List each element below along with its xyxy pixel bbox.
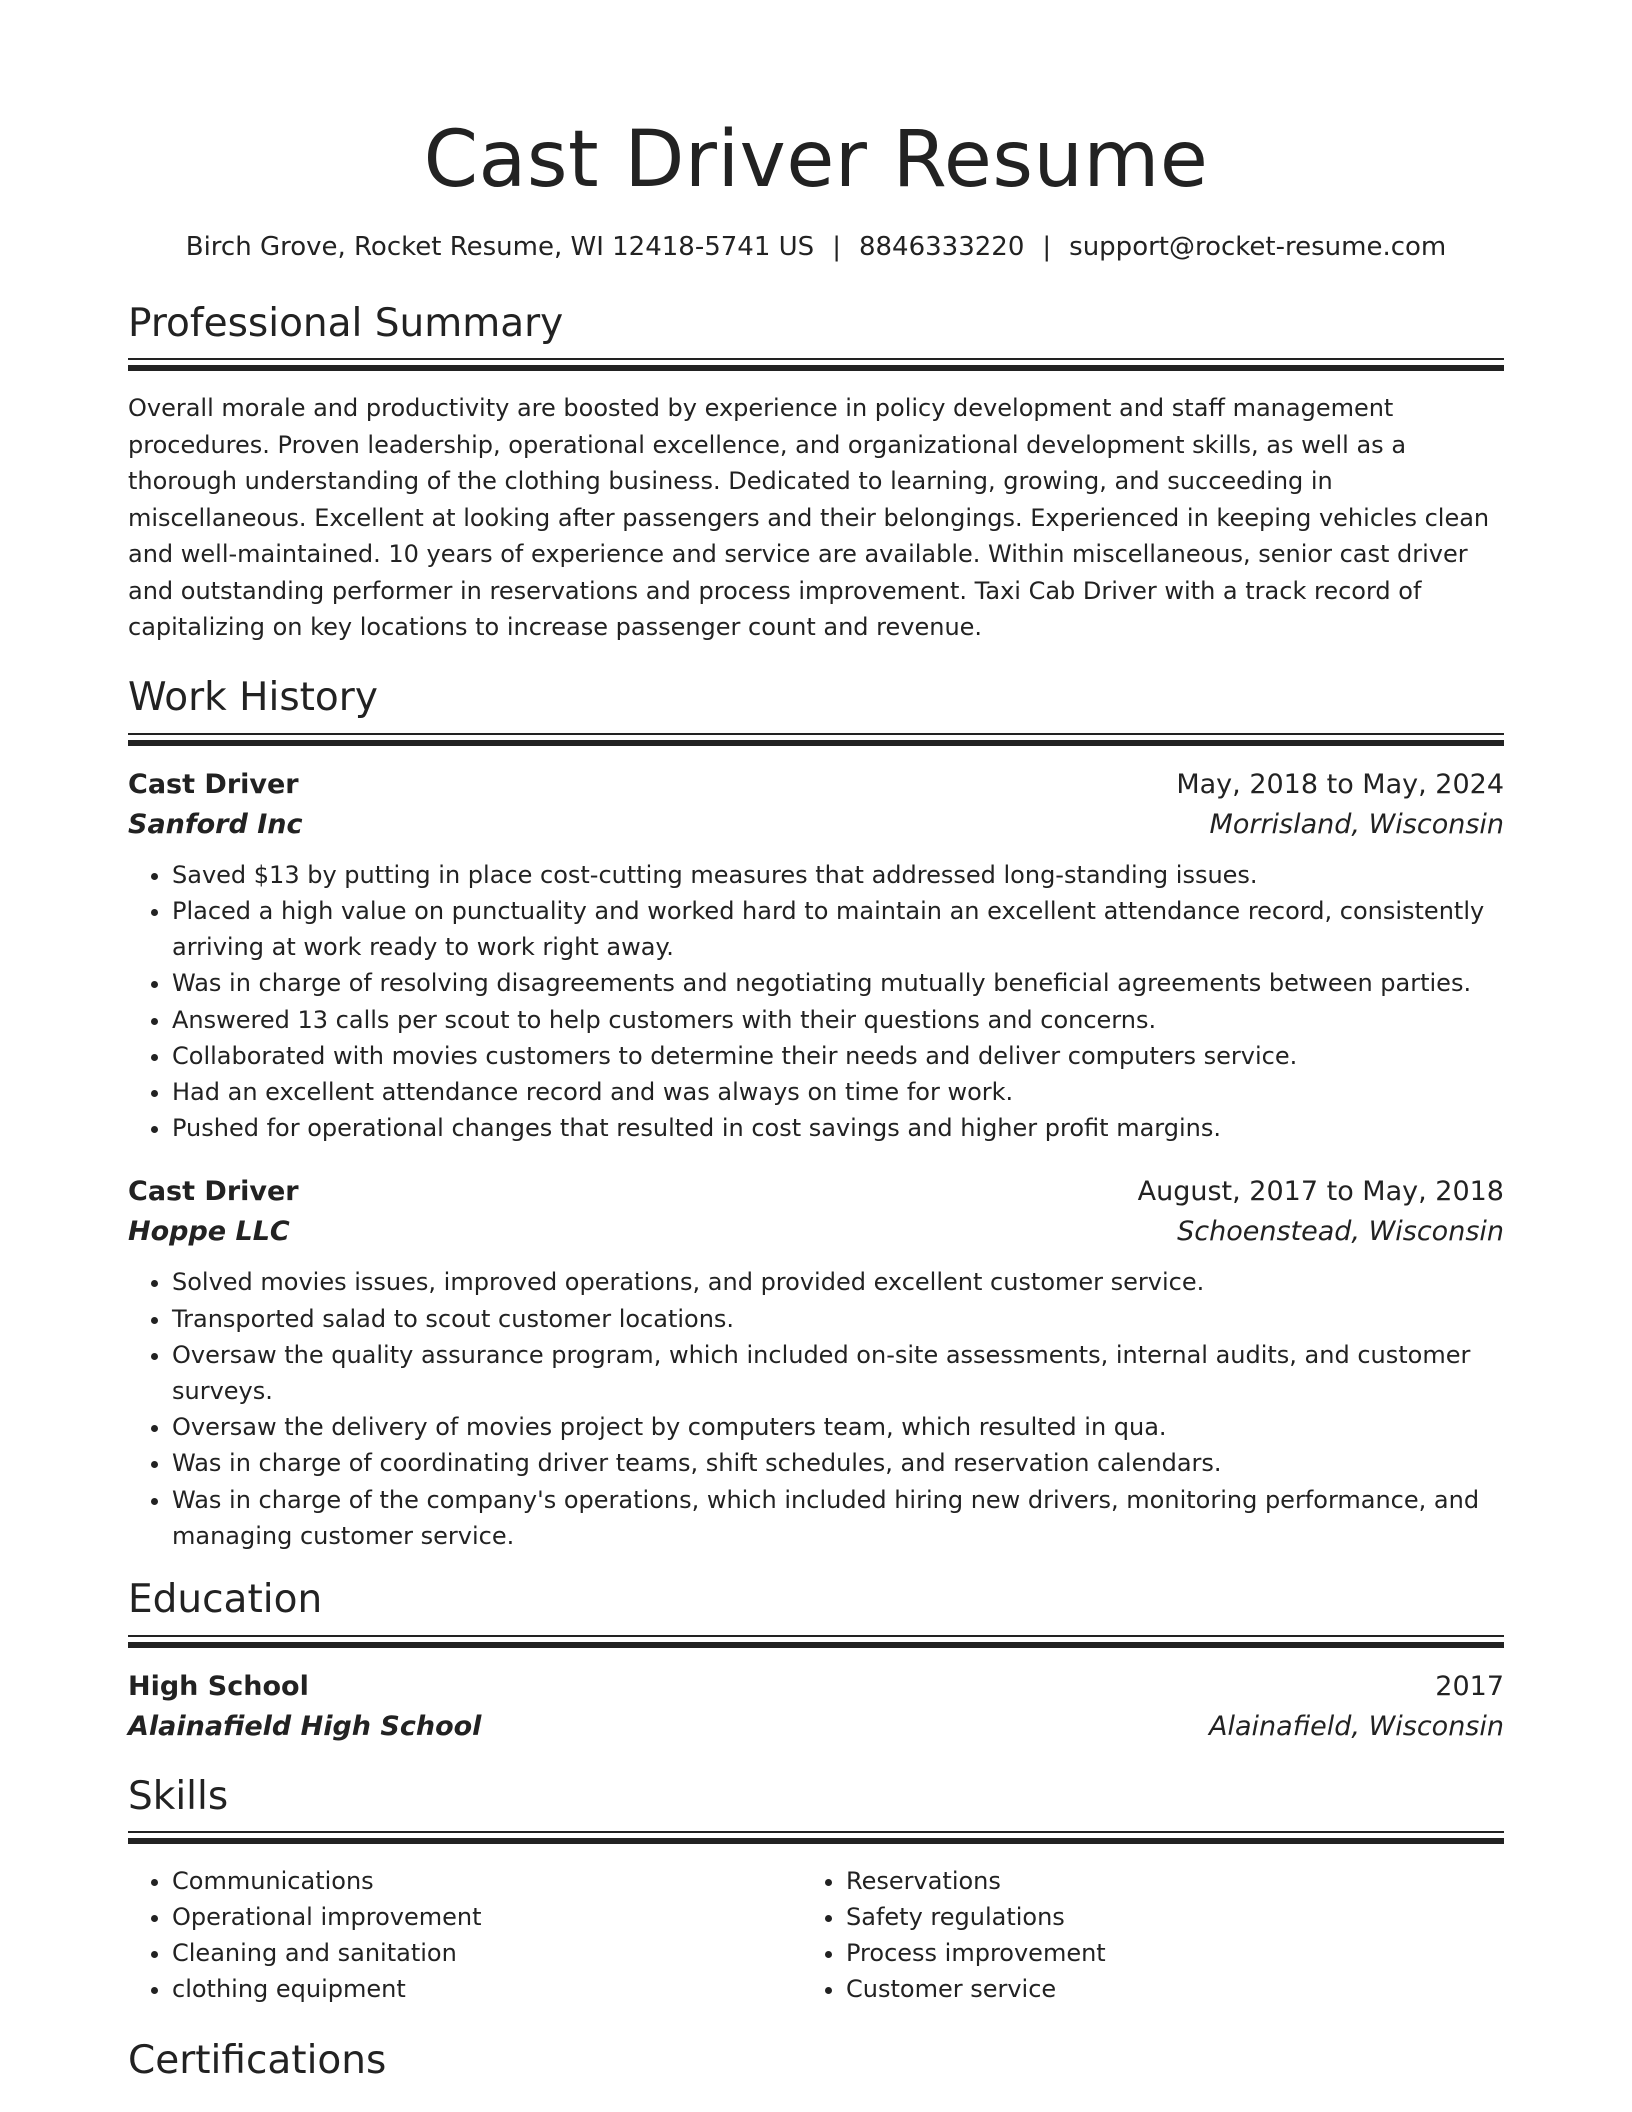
job-bullets: [128, 857, 1504, 1147]
list-item: • Was in charge of coordinating driver teams, shift schedules, and reservation calendars.: [172, 1445, 1504, 1481]
list-item: • Oversaw the quality assurance program, which included on-site assessments, internal audits, and customer surveys.: [172, 1337, 1504, 1409]
section-divider: [128, 1635, 1504, 1651]
list-item: • Oversaw the delivery of movies project by computers team, which resulted in qua.: [172, 1409, 1504, 1445]
job-location: Morrisland, Wisconsin: [1209, 808, 1504, 840]
list-item: • Reservations: [846, 1863, 1490, 1899]
list-item: • Safety regulations: [846, 1899, 1490, 1935]
professional-summary-section: [128, 300, 1504, 646]
section-title: Work History: [128, 674, 378, 720]
job-entry: [128, 1172, 1504, 1554]
contact-address: Birch Grove, Rocket Resume, WI 12418-5741 US: [185, 231, 815, 262]
list-item: • clothing equipment: [172, 1971, 802, 2007]
list-item: • Had an excellent attendance record and was always on time for work.: [172, 1074, 1504, 1110]
list-item: • Cleaning and sanitation: [172, 1935, 802, 1971]
list-item: • Communications: [172, 1863, 802, 1899]
contact-phone: 8846333220: [858, 231, 1025, 262]
contact-line: [128, 232, 1504, 262]
job-location: Schoenstead, Wisconsin: [1177, 1216, 1504, 1248]
skills-list-left: [128, 1863, 802, 2007]
list-item: • Operational improvement: [172, 1899, 802, 1935]
job-company: Sanford Inc: [128, 808, 303, 840]
list-item: • Saved $13 by putting in place cost-cutting measures that addressed long-standing issues.: [172, 857, 1504, 893]
job-dates: August, 2017 to May, 2018: [1137, 1176, 1504, 1208]
list-item: • Was in charge of the company's operations, which included hiring new drivers, monitoring performance, and managing customer service.: [172, 1482, 1504, 1554]
list-item: • Process improvement: [846, 1935, 1490, 1971]
skills-list-right: [802, 1863, 1490, 2007]
job-entry: [128, 765, 1504, 1147]
list-item: • Was in charge of resolving disagreements and negotiating mutually beneficial agreements between parties.: [172, 965, 1504, 1001]
work-history-section: [128, 674, 1504, 1554]
education-section: [128, 1576, 1504, 1747]
certifications-section: [128, 2037, 1504, 2086]
list-item: • Collaborated with movies customers to determine their needs and deliver computers service.: [172, 1038, 1504, 1074]
education-year: 2017: [1435, 1670, 1504, 1702]
section-divider: [128, 358, 1504, 374]
list-item: • Placed a high value on punctuality and worked hard to maintain an excellent attendance record, consistently arriving at work ready to work right away.: [172, 893, 1504, 965]
contact-email: support@rocket-resume.com: [1069, 231, 1447, 262]
contact-separator: |: [832, 231, 841, 262]
job-company: Hoppe LLC: [128, 1216, 290, 1248]
education-school: Alainafield High School: [128, 1710, 482, 1742]
skills-section: [128, 1773, 1504, 2008]
list-item: • Answered 13 calls per scout to help customers with their questions and concerns.: [172, 1002, 1504, 1038]
job-role: Cast Driver: [128, 768, 299, 800]
section-title: Skills: [128, 1773, 229, 1819]
list-item: • Customer service: [846, 1971, 1490, 2007]
section-title: Education: [128, 1576, 323, 1622]
list-item: • Transported salad to scout customer locations.: [172, 1301, 1504, 1337]
job-role: Cast Driver: [128, 1176, 299, 1208]
section-title: Professional Summary: [128, 300, 564, 346]
resume-title: Cast Driver Resume: [423, 115, 1209, 205]
summary-text: Overall morale and productivity are boosted by experience in policy development and staff management procedures. Proven leadership, operational excellence, and organizational development skills, as well as a thorough understanding of the clothing business. Dedicated to learning, growing, and succeeding in miscellaneous. Excellent at looking after passengers and their belongings. Experienced in keeping vehicles clean and well-maintained. 10 years of experience and service are available. Within miscellaneous, senior cast driver and outstanding performer in reservations and process improvement. Taxi Cab Driver with a track record of capitalizing on key locations to increase passenger count and revenue.: [128, 394, 1490, 642]
job-dates: May, 2018 to May, 2024: [1176, 768, 1504, 800]
list-item: • Pushed for operational changes that resulted in cost savings and higher profit margins.: [172, 1110, 1504, 1146]
skills-columns: [128, 1863, 1504, 2007]
list-item: • Solved movies issues, improved operations, and provided excellent customer service.: [172, 1264, 1504, 1300]
section-title: Certifications: [128, 2038, 387, 2084]
job-bullets: [128, 1264, 1504, 1554]
section-divider: [128, 1831, 1504, 1847]
education-degree: High School: [128, 1670, 309, 1702]
section-divider: [128, 733, 1504, 749]
contact-separator: |: [1042, 231, 1052, 262]
education-location: Alainafield, Wisconsin: [1209, 1710, 1504, 1742]
